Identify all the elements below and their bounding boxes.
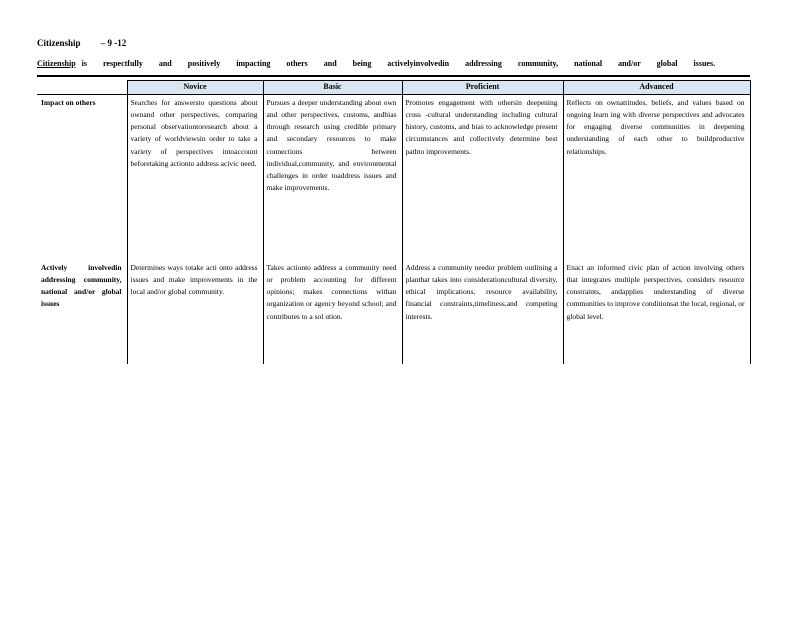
row-label: Impact on others — [37, 94, 127, 259]
cell-proficient: Promotes engagement with othersin deepening cross -cultural understanding including cultural history, customs, and bias to acknowledge present circumstances and collectively determine best pathto improvements. — [402, 94, 563, 259]
column-header-novice: Novice — [127, 81, 263, 95]
cell-basic: Takes actionto address a community need or problem accounting for different opinions; makes connections withan organization or agency beyond school; and contributes to a sol ution. — [263, 259, 402, 364]
rubric-table — [37, 80, 751, 364]
rubric-header-row — [37, 81, 750, 95]
definition-term: Citizenship — [37, 59, 76, 68]
title-text: Citizenship — [37, 38, 81, 48]
corner-cell — [37, 81, 127, 95]
grade-range: – 9 -12 — [100, 38, 127, 48]
rubric-row-involvement — [37, 259, 750, 364]
cell-basic: Pursues a deeper understanding about own and other perspectives, customs, andbias through research using credible primary and secondary resources to make connections between individual,community, and environmental challenges in order toaddress issues and make improvements. — [263, 94, 402, 259]
cell-advanced: Enact an informed civic plan of action involving others that integrates multiple perspectives, considers resource constraints, andapplies understanding of diverse communities to improve conditionsat the local, regional, or global level. — [563, 259, 750, 364]
page-title — [37, 38, 126, 48]
definition-text: is respectfully and positively impacting others and being activelyinvolvedin addressing community, national and/or global issues. — [81, 59, 716, 68]
cell-proficient: Address a community needor problem outlining a planthat takes into considerationcultural diversity, ethical implications, resource availability, financial constraints,timeliness,and competing interests. — [402, 259, 563, 364]
cell-advanced: Reflects on ownattitudes, beliefs, and values based on ongoing learn ing with diverse perspectives and advocates for engaging diverse communities in deepening understanding of each other to buildproductive relationships. — [563, 94, 750, 259]
column-header-advanced: Advanced — [563, 81, 750, 95]
row-label: Actively involvedin addressing community, national and/or global issues — [37, 259, 127, 364]
cell-novice: Determines ways totake acti onto address issues and make improvements in the local and/or global community. — [127, 259, 263, 364]
rubric-row-impact — [37, 94, 750, 259]
column-header-basic: Basic — [263, 81, 402, 95]
header-rule — [37, 75, 750, 77]
cell-novice: Searches for answersto questions about ownand other perspectives, comparing personal observationtoresearch about a variety of worldviewsin order to take a variety of perspectives intoaccount beforetaking actionto address acivic need. — [127, 94, 263, 259]
column-header-proficient: Proficient — [402, 81, 563, 95]
citizenship-definition — [37, 59, 737, 68]
